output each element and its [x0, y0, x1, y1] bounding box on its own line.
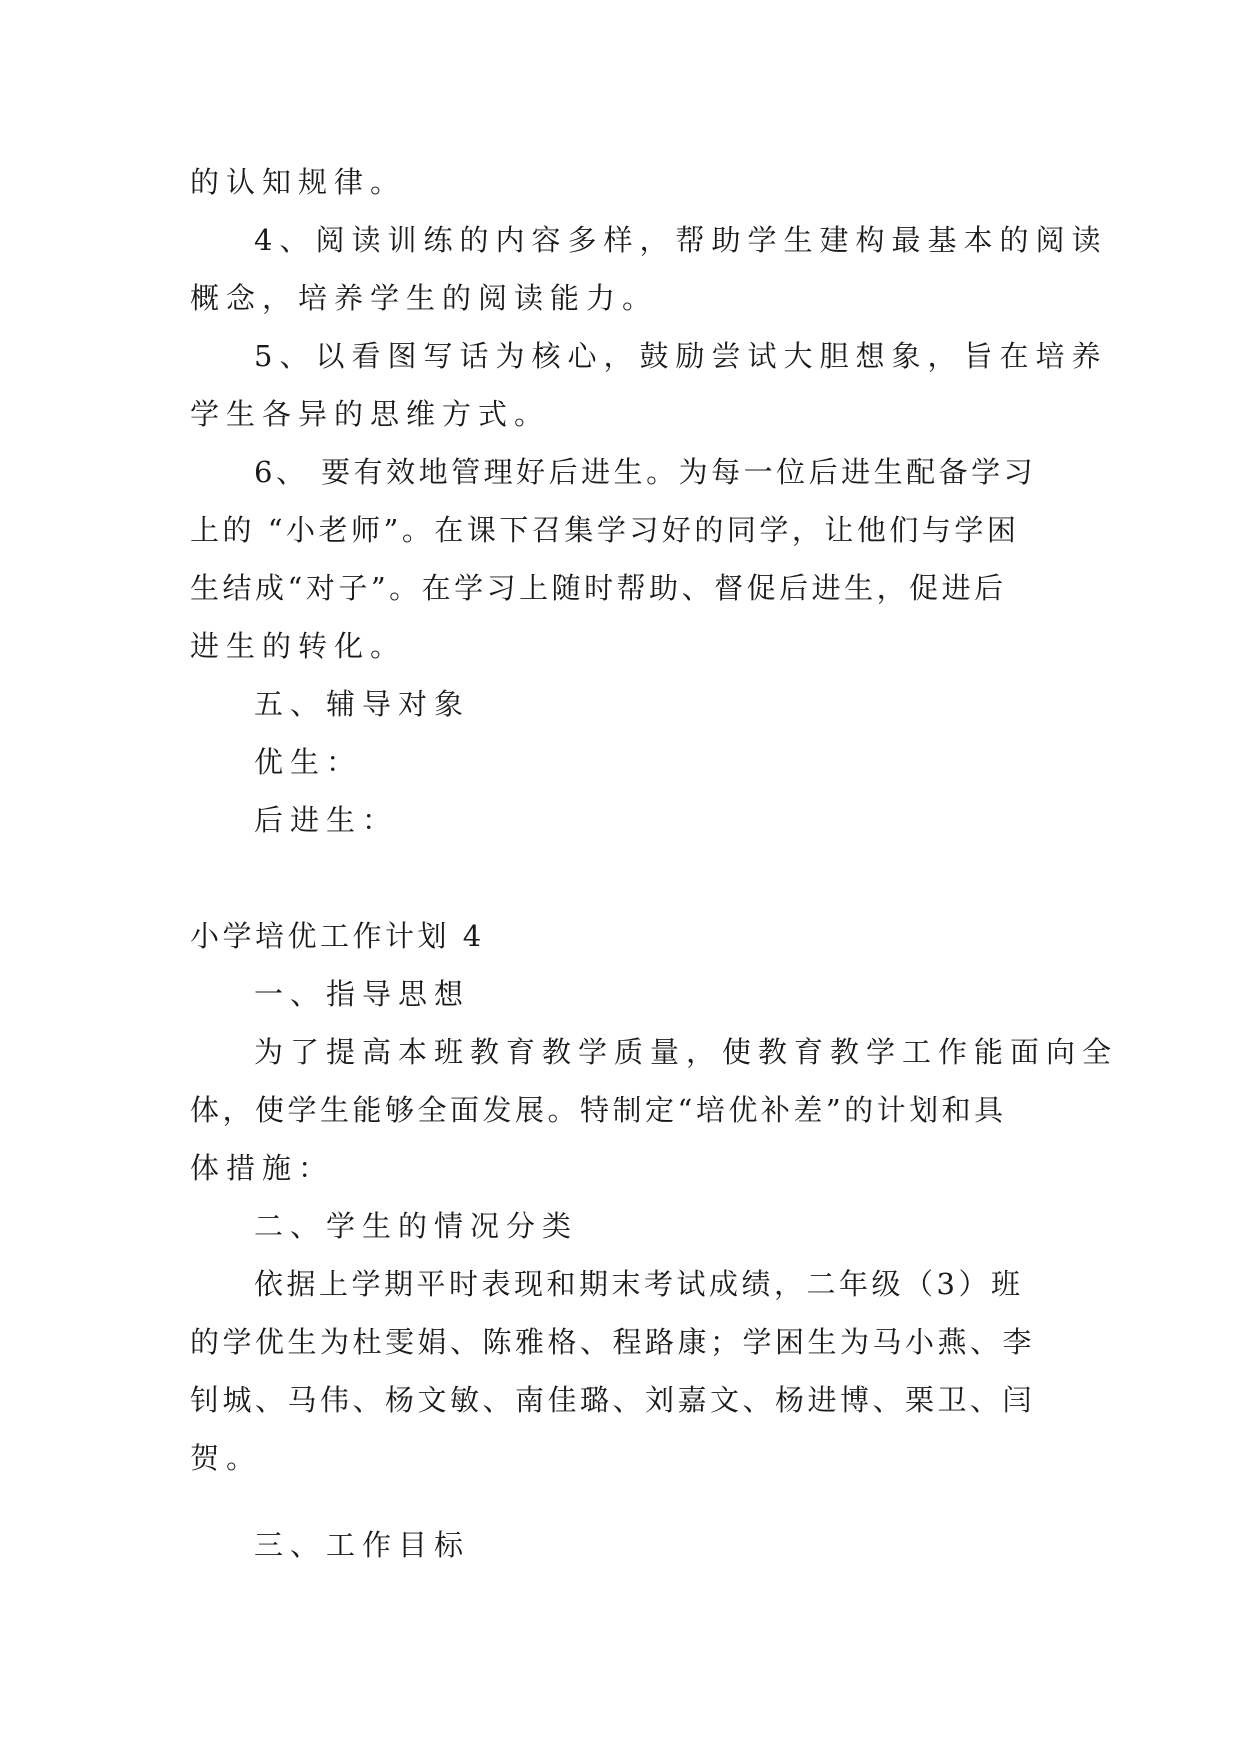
- blank-line: [190, 1487, 1060, 1516]
- paragraph-line: 生结成“对子”。在学习上随时帮助、督促后进生，促进后: [190, 571, 1007, 605]
- paragraph-line: 体措施：: [190, 1151, 335, 1185]
- paragraph-line: 进生的转化。: [190, 629, 407, 663]
- section-heading: 五、辅导对象: [254, 687, 471, 721]
- paragraph-line: 为了提高本班教育教学质量，使教育教学工作能面向全: [254, 1035, 1119, 1069]
- paragraph-line: 上的 “小老师”。在课下召集学习好的同学，让他们与学困: [190, 513, 1020, 547]
- label-weak-students: 后进生：: [254, 803, 399, 837]
- paragraph-line: 的学优生为杜雯娟、陈雅格、程路康；学困生为马小燕、李: [190, 1325, 1036, 1359]
- paragraph-line: 体，使学生能够全面发展。特制定“培优补差”的计划和具: [190, 1093, 1007, 1127]
- paragraph-line: 钊城、马伟、杨文敏、南佳璐、刘嘉文、杨进博、栗卫、闫: [190, 1383, 1036, 1417]
- blank-line: [190, 849, 1060, 907]
- paragraph-line: 5、以看图写话为核心，鼓励尝试大胆想象，旨在培养: [254, 339, 1108, 373]
- document-body: [190, 153, 1119, 1574]
- section-heading: 三、工作目标: [254, 1528, 471, 1562]
- section-heading: 一、指导思想: [254, 977, 471, 1011]
- paragraph-line: 贺。: [190, 1441, 263, 1475]
- paragraph-line: 6、 要有效地管理好后进生。为每一位后进生配备学习: [254, 455, 1037, 489]
- section-heading: 二、学生的情况分类: [254, 1209, 579, 1243]
- paragraph-line: 学生各异的思维方式。: [190, 397, 551, 431]
- label-good-students: 优生：: [254, 745, 363, 779]
- paragraph-line: 依据上学期平时表现和期末考试成绩，二年级（3）班: [254, 1267, 1024, 1301]
- paragraph-line: 4、阅读训练的内容多样，帮助学生建构最基本的阅读: [254, 223, 1108, 257]
- paragraph-line: 概念，培养学生的阅读能力。: [190, 281, 659, 315]
- paragraph-line: 的认知规律。: [190, 165, 407, 199]
- document-section-title: 小学培优工作计划 4: [190, 919, 485, 953]
